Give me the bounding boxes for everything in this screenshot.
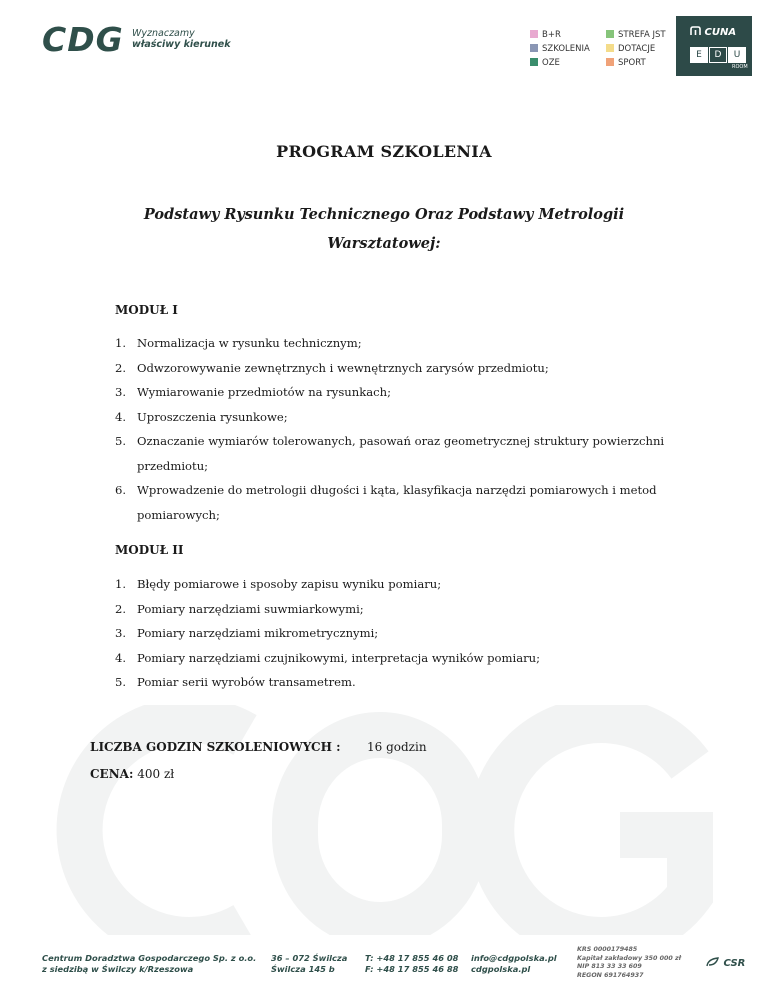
document-title: PROGRAM SZKOLENIA — [276, 142, 492, 161]
cuna-icon — [690, 26, 701, 36]
legend-swatch — [530, 30, 538, 38]
legend-swatch — [606, 44, 614, 52]
footer-web-link[interactable]: cdgpolska.pl — [471, 964, 531, 974]
module-1-list — [115, 331, 715, 527]
category-legend-left — [530, 28, 590, 70]
course-subtitle — [120, 200, 648, 258]
cuna-edu-room-badge — [676, 16, 752, 76]
list-item: 6. Wprowadzenie do metrologii długości i kąta, klasyfikacja narzędzi pomiarowych i metod pomiarowych; — [115, 483, 657, 522]
legend-swatch — [606, 58, 614, 66]
list-item: 5. Pomiar serii wyrobów transametrem. — [115, 675, 356, 689]
legend-item-oze: OZE — [530, 56, 590, 70]
list-item: 4. Uproszczenia rysunkowe; — [115, 409, 288, 424]
price-value: 400 zł — [133, 767, 175, 781]
legend-item-dotacje: DOTACJE — [606, 42, 666, 56]
course-subtitle-line2: Warsztatowej: — [327, 235, 441, 252]
list-item: 2. Pomiary narzędziami suwmiarkowymi; — [115, 601, 364, 616]
footer-registry: KRS 0000179485 Kapitał zakładowy 350 000 zł NIP 813 33 33 609 REGON 691764937 — [577, 946, 681, 979]
edu-letter-e: E — [690, 47, 708, 63]
legend-swatch — [530, 58, 538, 66]
module-1-title: MODUŁ I — [115, 303, 178, 317]
legend-item-sport: SPORT — [606, 56, 666, 70]
logo-tagline-line1: Wyznaczamy — [132, 28, 195, 39]
edu-letter-u: U — [728, 47, 746, 63]
logo-tagline — [132, 28, 231, 50]
price-label: CENA: — [90, 767, 134, 781]
footer-address: 36 – 072 Świlcza Świlcza 145 b — [271, 953, 348, 974]
list-item: 1. Błędy pomiarowe i sposoby zapisu wyniku pomiaru; — [115, 577, 442, 591]
edu-room-label: ROOM — [732, 64, 748, 70]
csr-logo: CSR — [706, 957, 745, 969]
training-hours-value: 16 godzin — [367, 740, 427, 754]
logo-tagline-line2: właściwy kierunek — [132, 39, 231, 50]
legend-item-br: B+R — [530, 28, 590, 42]
course-subtitle-line1: Podstawy Rysunku Technicznego Oraz Podstawy Metrologii — [143, 206, 625, 223]
price — [90, 767, 174, 781]
list-item: 1. Normalizacja w rysunku technicznym; — [115, 336, 362, 350]
module-2-title: MODUŁ II — [115, 543, 184, 557]
footer-phone: T: +48 17 855 46 08 F: +48 17 855 46 88 — [365, 953, 459, 974]
leaf-icon — [706, 957, 720, 967]
logo-wordmark: CDG — [42, 20, 124, 59]
footer-contact — [471, 953, 557, 975]
cuna-logo: CUNA — [690, 26, 736, 38]
footer-email-link[interactable]: info@cdgpolska.pl — [471, 953, 557, 963]
legend-item-szkolenia: SZKOLENIA — [530, 42, 590, 56]
legend-swatch — [530, 44, 538, 52]
list-item: 3. Pomiary narzędziami mikrometrycznymi; — [115, 626, 379, 640]
module-2-list — [115, 572, 715, 695]
list-item: 5. Oznaczanie wymiarów tolerowanych, pasowań oraz geometrycznej struktury powierzchni przedmiotu; — [115, 434, 665, 473]
list-item: 3. Wymiarowanie przedmiotów na rysunkach; — [115, 385, 392, 399]
footer-company: Centrum Doradztwa Gospodarczego Sp. z o.o. z siedzibą w Świlczy k/Rzeszowa — [42, 953, 257, 974]
legend-item-strefa-jst: STREFA JST — [606, 28, 666, 42]
legend-swatch — [606, 30, 614, 38]
list-item: 4. Pomiary narzędziami czujnikowymi, interpretacja wyników pomiaru; — [115, 650, 541, 665]
list-item: 2. Odwzorowywanie zewnętrznych i wewnętrznych zarysów przedmiotu; — [115, 360, 549, 375]
training-hours-label: LICZBA GODZIN SZKOLENIOWYCH : — [90, 740, 341, 754]
edu-letter-d: D — [709, 47, 727, 63]
category-legend-right — [606, 28, 666, 70]
cdg-logo — [42, 22, 302, 62]
